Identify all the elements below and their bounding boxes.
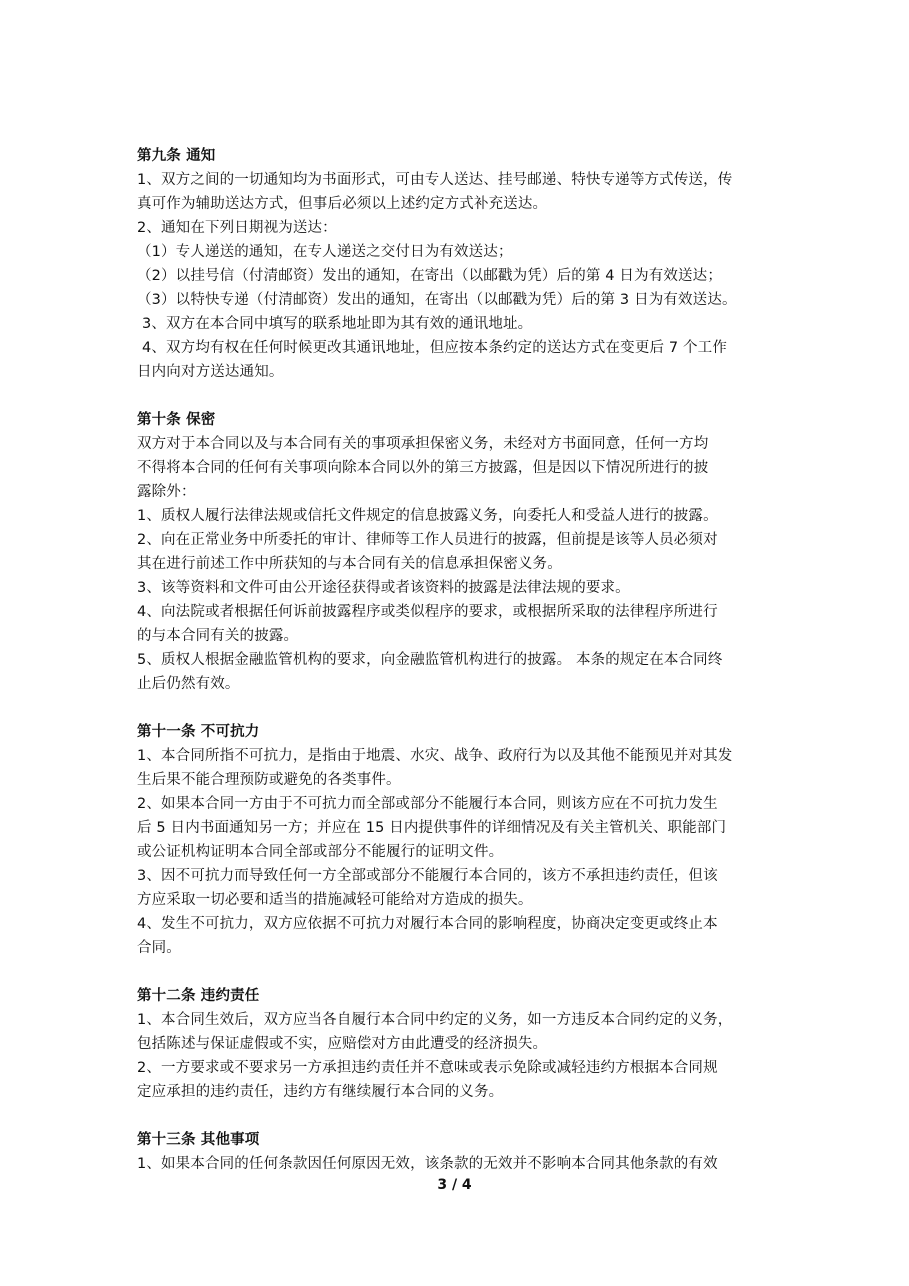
- section-title-liability: 第十二条 违约责任: [137, 988, 260, 1004]
- page-number: 3 / 4: [437, 1177, 472, 1193]
- paragraph-line: 1、本合同生效后，双方应当各自履行本合同中约定的义务，如一方违反本合同约定的义务，: [137, 1012, 733, 1028]
- paragraph-line: 1、质权人履行法律法规或信托文件规定的信息披露义务，向委托人和受益人进行的披露。: [137, 508, 718, 524]
- paragraph-line: 3、因不可抗力而导致任何一方全部或部分不能履行本合同的，该方不承担违约责任，但该: [137, 868, 718, 884]
- paragraph-line: 1、双方之间的一切通知均为书面形式，可由专人送达、挂号邮递、特快专递等方式传送，传: [137, 172, 733, 188]
- paragraph-line: 双方对于本合同以及与本合同有关的事项承担保密义务，未经对方书面同意，任何一方均: [137, 436, 709, 452]
- document-body: [137, 144, 787, 1176]
- paragraph-line: 4、双方均有权在任何时候更改其通讯地址，但应按本条约定的送达方式在变更后 7 个工作: [142, 340, 727, 356]
- paragraph-line: 露除外：: [137, 484, 196, 500]
- paragraph-line: 1、本合同所指不可抗力，是指由于地震、水灾、战争、政府行为以及其他不能预见并对其发: [137, 748, 733, 764]
- paragraph-line: 真可作为辅助送达方式，但事后必须以上述约定方式补充送达。: [137, 196, 548, 212]
- paragraph-line: 5、质权人根据金融监管机构的要求，向金融监管机构进行的披露。 本条的规定在本合同终: [137, 652, 723, 668]
- paragraph-line: 其在进行前述工作中所获知的与本合同有关的信息承担保密义务。: [137, 556, 562, 572]
- paragraph-line: 2、通知在下列日期视为送达：: [137, 220, 337, 236]
- paragraph-line: 止后仍然有效。: [137, 676, 240, 692]
- paragraph-line: 3、该等资料和文件可由公开途径获得或者该资料的披露是法律法规的要求。: [137, 580, 630, 596]
- section-title-confidentiality: 第十条 保密: [137, 412, 216, 428]
- section-spacer: [137, 1104, 787, 1128]
- paragraph-line: 4、向法院或者根据任何诉前披露程序或类似程序的要求，或根据所采取的法律程序所进行: [137, 604, 718, 620]
- paragraph-line: 3、双方在本合同中填写的联系地址即为其有效的通讯地址。: [142, 316, 533, 332]
- paragraph-line: 2、如果本合同一方由于不可抗力而全部或部分不能履行本合同，则该方应在不可抗力发生: [137, 796, 718, 812]
- paragraph-line: 后 5 日内书面通知另一方；并应在 15 日内提供事件的详细情况及有关主管机关、职能部门: [137, 820, 727, 836]
- paragraph-line: 的与本合同有关的披露。: [137, 628, 299, 644]
- section-title-other-matters: 第十三条 其他事项: [137, 1132, 260, 1148]
- paragraph-line: 方应采取一切必要和适当的措施减轻可能给对方造成的损失。: [137, 892, 533, 908]
- paragraph-line: （2）以挂号信（付清邮资）发出的通知，在寄出（以邮戳为凭）后的第 4 日为有效送达；: [137, 268, 722, 284]
- paragraph-line: 日内向对方送达通知。: [137, 364, 284, 380]
- paragraph-line: 4、发生不可抗力，双方应依据不可抗力对履行本合同的影响程度，协商决定变更或终止本: [137, 916, 718, 932]
- paragraph-line: 不得将本合同的任何有关事项向除本合同以外的第三方披露，但是因以下情况所进行的披: [137, 460, 709, 476]
- paragraph-line: 生后果不能合理预防或避免的各类事件。: [137, 772, 401, 788]
- section-title-notice: 第九条 通知: [137, 148, 216, 164]
- paragraph-line: 2、向在正常业务中所委托的审计、律师等工作人员进行的披露，但前提是该等人员必须对: [137, 532, 718, 548]
- paragraph-line: 2、一方要求或不要求另一方承担违约责任并不意味或表示免除或减轻违约方根据本合同规: [137, 1060, 718, 1076]
- section-spacer: [137, 960, 787, 984]
- paragraph-line: （3）以特快专递（付清邮资）发出的通知，在寄出（以邮戳为凭）后的第 3 日为有效送达。: [137, 292, 737, 308]
- paragraph-line: （1）专人递送的通知，在专人递送之交付日为有效送达；: [137, 244, 513, 260]
- section-title-force-majeure: 第十一条 不可抗力: [137, 724, 260, 740]
- paragraph-line: 包括陈述与保证虚假或不实，应赔偿对方由此遭受的经济损失。: [137, 1036, 548, 1052]
- section-spacer: [137, 384, 787, 408]
- section-spacer: [137, 696, 787, 720]
- paragraph-line: 1、如果本合同的任何条款因任何原因无效，该条款的无效并不影响本合同其他条款的有效: [137, 1156, 718, 1172]
- paragraph-line: 定应承担的违约责任，违约方有继续履行本合同的义务。: [137, 1084, 504, 1100]
- paragraph-line: 合同。: [137, 940, 181, 956]
- paragraph-line: 或公证机构证明本合同全部或部分不能履行的证明文件。: [137, 844, 504, 860]
